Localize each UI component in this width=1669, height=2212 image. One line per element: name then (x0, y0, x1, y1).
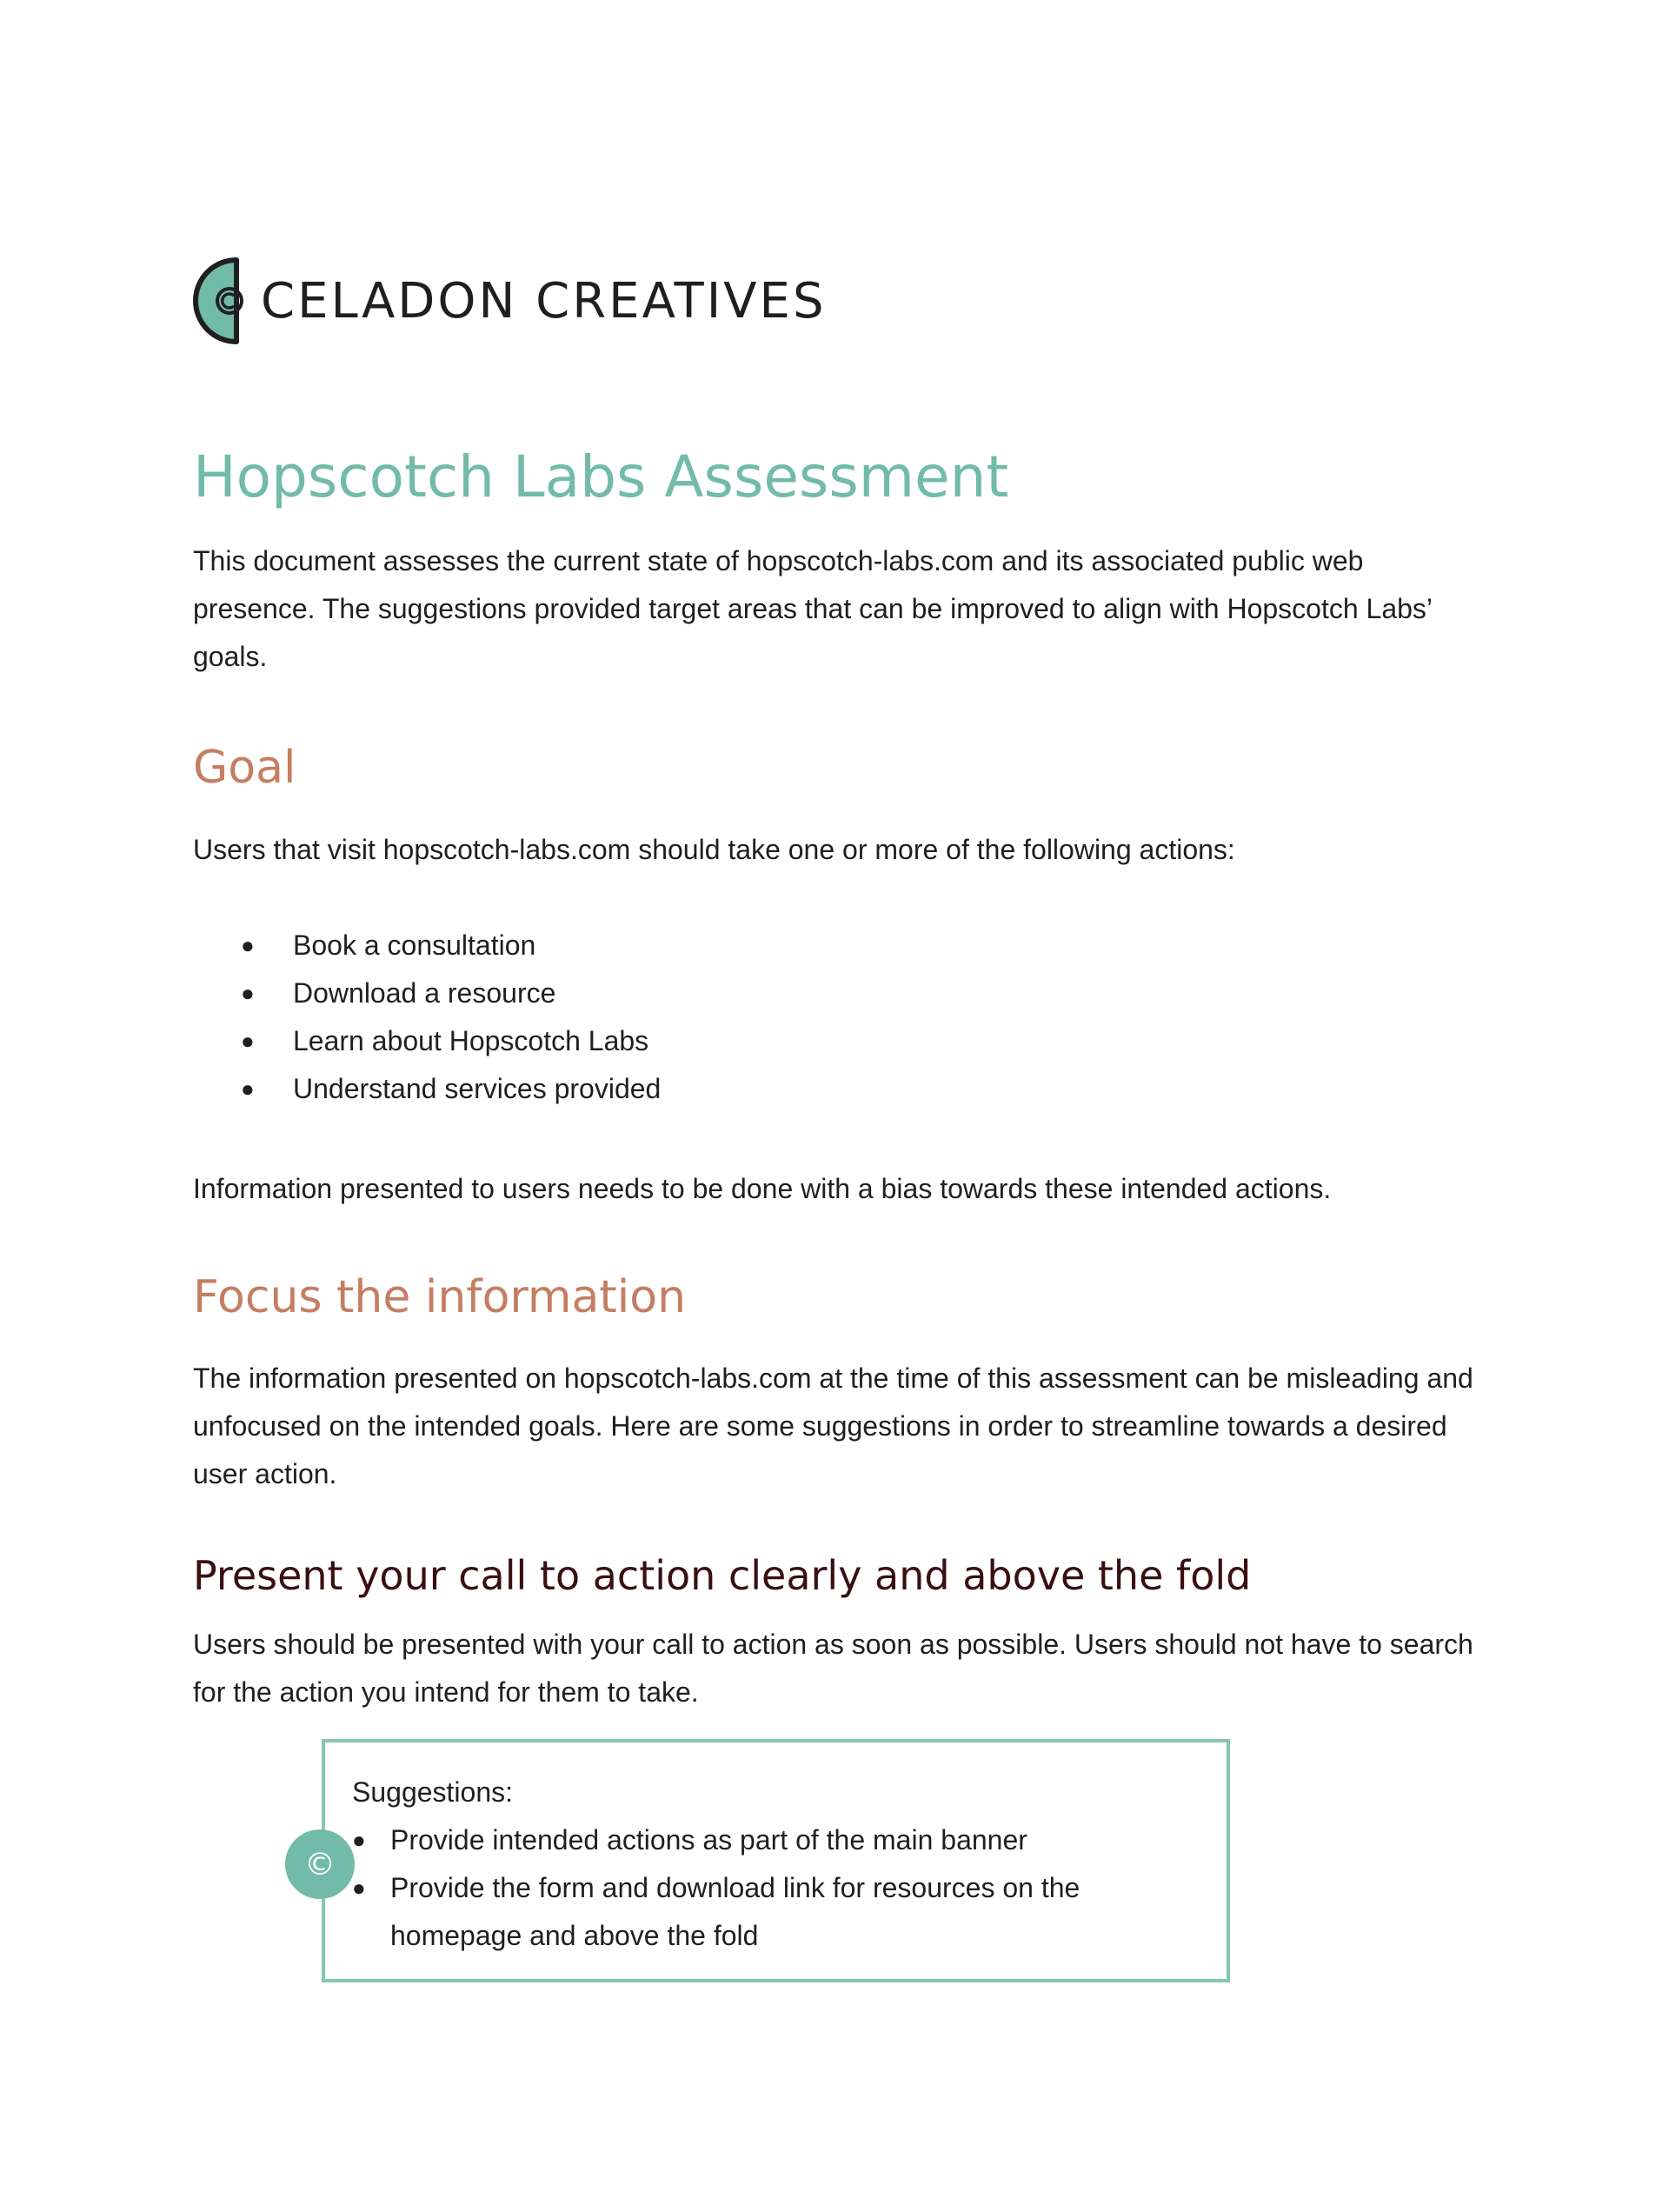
copyright-badge-icon: © (285, 1829, 355, 1899)
list-item: ● Provide intended actions as part of the main banner (352, 1816, 1134, 1864)
celadon-logo-icon (193, 257, 250, 345)
logo-text: CELADON CREATIVES (261, 272, 827, 330)
cta-paragraph: Users should be presented with your call to action as soon as possible. Users should not have to search for the action you intend for them to take. (193, 1629, 1473, 1708)
focus-heading: Focus the information (193, 1271, 687, 1323)
goal-actions-list (193, 922, 661, 1113)
cta-heading: Present your call to action clearly and above the fold (193, 1552, 1252, 1599)
list-item: ● Book a consultation (193, 922, 661, 969)
company-logo (193, 257, 826, 345)
focus-paragraph: The information presented on hopscotch-labs.com at the time of this assessment can be misleading and unfocused on the intended goals. Here are some suggestions in order to streamline towards a desired user action. (193, 1363, 1473, 1489)
suggestions-title: Suggestions: (352, 1776, 514, 1808)
list-item: ● Provide the form and download link for resources on the homepage and above the fold (352, 1864, 1134, 1960)
goal-lead-paragraph: Users that visit hopscotch-labs.com should take one or more of the following actions: (193, 834, 1235, 865)
list-item: ● Understand services provided (193, 1065, 661, 1113)
intro-paragraph: This document assesses the current state of hopscotch-labs.com and its associated public web presence. The suggestions provided target areas that can be improved to align with Hopscotch Labs’ goals. (193, 545, 1432, 672)
list-item: ● Download a resource (193, 969, 661, 1017)
goal-heading: Goal (193, 742, 296, 794)
list-item: ● Learn about Hopscotch Labs (193, 1017, 661, 1065)
document-title: Hopscotch Labs Assessment (193, 443, 1009, 510)
suggestions-list (352, 1816, 1134, 1960)
goal-closing-paragraph: Information presented to users needs to be done with a bias towards these intended actions. (193, 1173, 1332, 1204)
